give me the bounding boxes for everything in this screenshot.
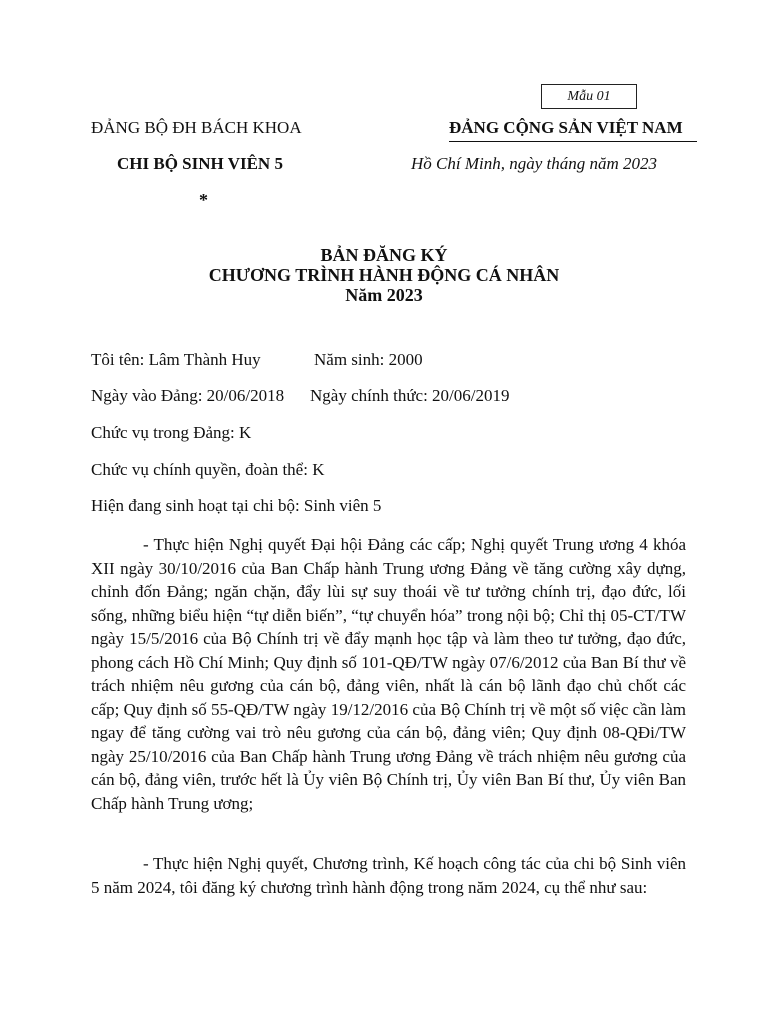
birth-year: Năm sinh: 2000 xyxy=(314,350,423,369)
official-member-date: Ngày chính thức: 20/06/2019 xyxy=(310,386,510,405)
place-date: Hồ Chí Minh, ngày tháng năm 2023 xyxy=(411,154,658,173)
doc-title: BẢN ĐĂNG KÝ xyxy=(320,245,448,265)
paragraph-resolutions: - Thực hiện Nghị quyết Đại hội Đảng các cấp; Nghị quyết Trung ương 4 khóa XII ngày 30/10/2016 của Ban Chấp hành Trung ương Đảng về tăng cường xây dựng, chỉnh đốn Đảng; ngăn chặn, đẩy lùi sự suy thoái về tư tưởng chính trị, đạo đức, lối sống, những biểu hiện “tự diễn biến”, “tự chuyển hóa” trong nội bộ; Chỉ thị 05-CT/TW ngày 15/5/2016 của Bộ Chính trị về đẩy mạnh học tập và làm theo tư tưởng, đạo đức, phong cách Hồ Chí Minh; Quy định số 101-QĐ/TW ngày 07/6/2012 của Ban Bí thư về trách nhiệm nêu gương của cán bộ, đảng viên, nhất là cán bộ lãnh đạo chủ chốt các cấp; Quy định số 55-QĐ/TW ngày 19/12/2016 của Bộ Chính trị về một số việc cần làm ngay để tăng cường vai trò nêu gương của cán bộ, đảng viên; Quy định 08-QĐi/TW ngày 25/10/2016 của Ban Chấp hành Trung ương Đảng về trách nhiệm nêu gương của cán bộ, đảng viên, trước hết là Ủy viên Bộ Chính trị, Ủy viên Ban Bí thư, Ủy viên Ban Chấp hành Trung ương; xyxy=(91,535,686,813)
party-position: Chức vụ trong Đảng: K xyxy=(91,423,252,442)
party-name: ĐẢNG CỘNG SẢN VIỆT NAM xyxy=(449,118,683,137)
party-committee-name: ĐẢNG BỘ ĐH BÁCH KHOA xyxy=(91,118,302,137)
party-join-date: Ngày vào Đảng: 20/06/2018 xyxy=(91,386,285,405)
party-name-underline xyxy=(449,141,697,142)
header-star: * xyxy=(199,190,208,210)
template-label: Mẫu 01 xyxy=(541,84,637,109)
doc-year: Năm 2023 xyxy=(345,285,423,305)
current-branch: Hiện đang sinh hoạt tại chi bộ: Sinh viên 5 xyxy=(91,496,382,515)
member-name: Tôi tên: Lâm Thành Huy xyxy=(91,350,261,369)
party-cell-name: CHI BỘ SINH VIÊN 5 xyxy=(117,154,283,173)
doc-subtitle: CHƯƠNG TRÌNH HÀNH ĐỘNG CÁ NHÂN xyxy=(208,265,560,285)
government-position: Chức vụ chính quyền, đoàn thể: K xyxy=(91,460,325,479)
paragraph-commitment: - Thực hiện Nghị quyết, Chương trình, Kế hoạch công tác của chi bộ Sinh viên 5 năm 2024, tôi đăng ký chương trình hành động trong năm 2024, cụ thể như sau: xyxy=(91,854,686,897)
